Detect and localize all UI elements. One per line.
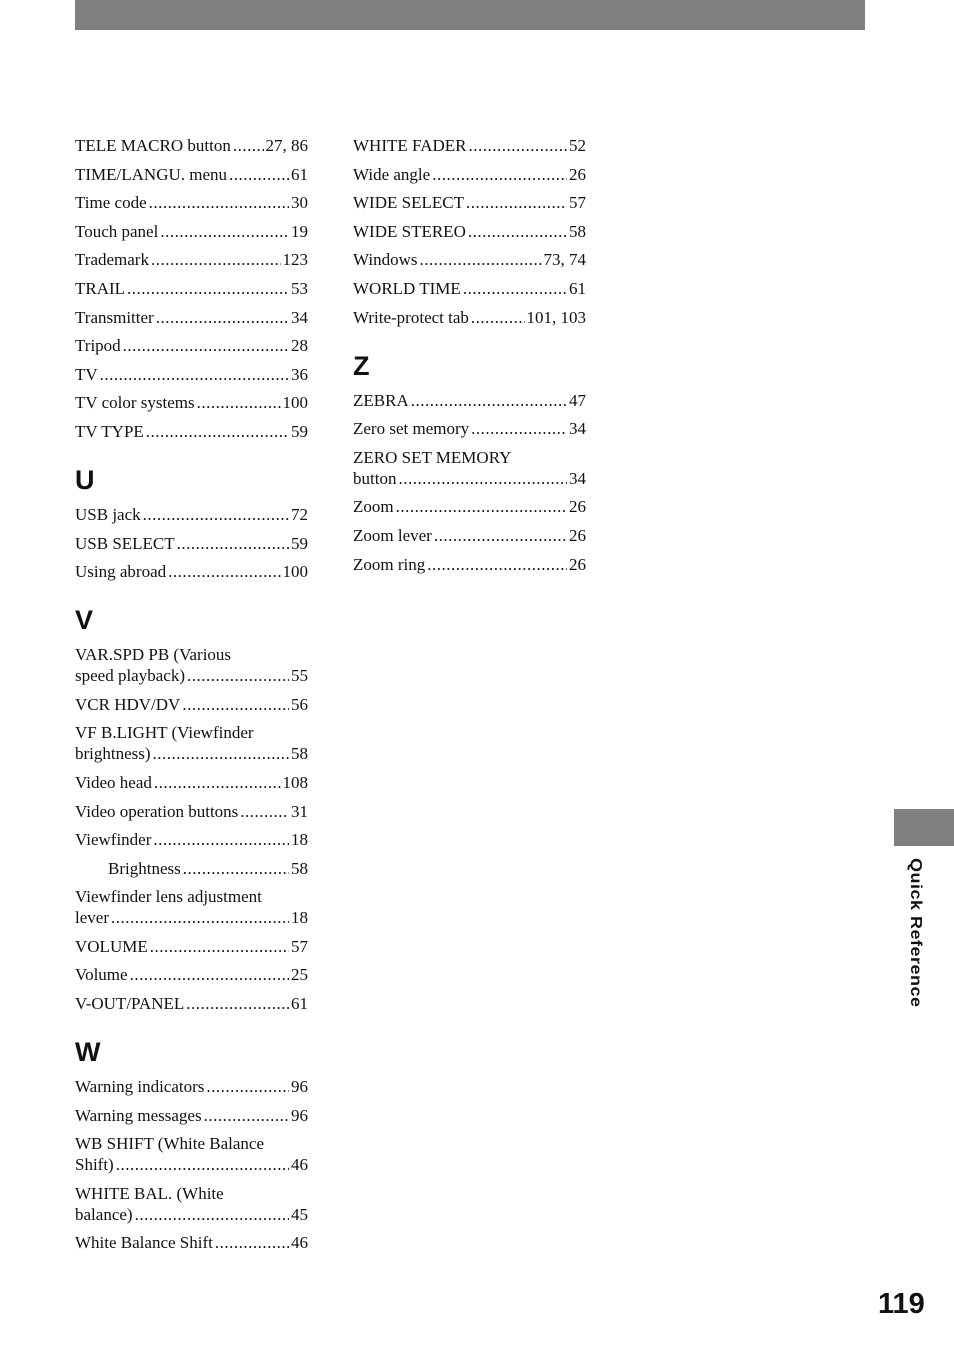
index-entry bbox=[75, 249, 308, 270]
dot-leader bbox=[427, 554, 567, 575]
index-term-first-line: VF B.LIGHT (Viewfinder bbox=[75, 723, 254, 743]
index-term: Write-protect tab bbox=[353, 307, 469, 327]
dot-leader bbox=[183, 858, 289, 879]
index-entry bbox=[75, 364, 308, 385]
index-entry bbox=[75, 307, 308, 328]
index-entry bbox=[75, 722, 308, 764]
dot-leader bbox=[468, 221, 567, 242]
section-letter: U bbox=[75, 464, 95, 495]
dot-leader bbox=[135, 1204, 289, 1225]
index-term: Windows bbox=[353, 250, 418, 270]
dot-leader bbox=[177, 533, 289, 554]
page-reference: 59 bbox=[291, 533, 308, 553]
index-term: VOLUME bbox=[75, 936, 148, 956]
page-reference: 46 bbox=[291, 1233, 308, 1253]
page-reference: 101, 103 bbox=[526, 307, 586, 327]
page-reference: 61 bbox=[291, 994, 308, 1014]
dot-leader bbox=[168, 561, 280, 582]
page-number: 119 bbox=[878, 1288, 925, 1320]
index-entry bbox=[75, 392, 308, 413]
dot-leader bbox=[398, 468, 567, 489]
dot-leader bbox=[233, 135, 264, 156]
index-entry bbox=[353, 447, 586, 489]
dot-leader bbox=[197, 392, 281, 413]
index-term: WORLD TIME bbox=[353, 278, 461, 298]
index-term: WIDE SELECT bbox=[353, 193, 464, 213]
page-reference: 34 bbox=[569, 419, 586, 439]
index-entry bbox=[75, 164, 308, 185]
index-entry bbox=[353, 554, 586, 575]
index-entry bbox=[353, 221, 586, 242]
page-reference: 57 bbox=[291, 936, 308, 956]
page-reference: 45 bbox=[291, 1204, 308, 1224]
page-reference: 57 bbox=[569, 193, 586, 213]
page-reference: 52 bbox=[569, 136, 586, 155]
index-term: lever bbox=[75, 908, 109, 928]
page-reference: 61 bbox=[569, 278, 586, 298]
dot-leader bbox=[149, 192, 289, 213]
index-term: V-OUT/PANEL bbox=[75, 994, 185, 1014]
index-term-first-line: WB SHIFT (White Balance bbox=[75, 1134, 265, 1154]
dot-leader bbox=[154, 772, 281, 793]
dot-leader bbox=[111, 907, 289, 928]
index-term: WIDE STEREO bbox=[353, 221, 466, 241]
index-term: Tripod bbox=[75, 336, 121, 356]
page-reference: 72 bbox=[291, 504, 308, 524]
dot-leader bbox=[160, 221, 289, 242]
page-reference: 108 bbox=[282, 772, 308, 792]
dot-leader bbox=[471, 418, 567, 439]
index-entry bbox=[75, 964, 308, 985]
index-entry bbox=[75, 278, 308, 299]
page-reference: 46 bbox=[291, 1155, 308, 1175]
page-reference: 26 bbox=[569, 497, 586, 517]
index-entry bbox=[75, 135, 308, 156]
page-reference: 26 bbox=[569, 525, 586, 545]
dot-leader bbox=[130, 964, 289, 985]
page-reference: 123 bbox=[282, 250, 308, 270]
index-term: Touch panel bbox=[75, 221, 159, 241]
dot-leader bbox=[123, 335, 289, 356]
index-entry bbox=[75, 644, 308, 686]
page-reference: 100 bbox=[282, 562, 308, 582]
index-entry bbox=[75, 829, 308, 850]
index-entry bbox=[75, 533, 308, 554]
dot-leader bbox=[432, 164, 567, 185]
index-entry bbox=[75, 221, 308, 242]
dot-leader bbox=[215, 1232, 289, 1253]
index-term-second-line bbox=[75, 1204, 308, 1225]
dot-leader bbox=[151, 249, 281, 270]
index-term: Warning messages bbox=[75, 1105, 202, 1125]
index-term: WHITE FADER bbox=[353, 136, 467, 155]
index-term: Transmitter bbox=[75, 307, 154, 327]
dot-leader bbox=[116, 1154, 289, 1175]
index-term: Wide angle bbox=[353, 164, 431, 184]
index-term: VCR HDV/DV bbox=[75, 694, 181, 714]
index-term: Video operation buttons bbox=[75, 801, 239, 821]
index-term: Zero set memory bbox=[353, 419, 470, 439]
index-entry bbox=[353, 135, 586, 156]
dot-leader bbox=[419, 249, 541, 270]
page-reference: 55 bbox=[291, 666, 308, 686]
index-term: ZEBRA bbox=[353, 390, 409, 410]
index-column-2 bbox=[353, 135, 586, 582]
page-reference: 18 bbox=[291, 830, 308, 850]
index-term: TV TYPE bbox=[75, 421, 144, 441]
section-letter: W bbox=[75, 1037, 101, 1068]
page-reference: 59 bbox=[291, 421, 308, 441]
index-term-second-line bbox=[75, 907, 308, 928]
index-entry bbox=[75, 1133, 308, 1175]
index-term-first-line: VAR.SPD PB (Various bbox=[75, 645, 232, 665]
section-letter: Z bbox=[353, 350, 370, 381]
index-term-second-line bbox=[75, 665, 308, 686]
dot-leader bbox=[146, 421, 289, 442]
page-reference: 19 bbox=[291, 221, 308, 241]
index-entry bbox=[353, 192, 586, 213]
dot-leader bbox=[240, 801, 289, 822]
index-term: Viewfinder bbox=[75, 830, 152, 850]
dot-leader bbox=[471, 307, 525, 328]
dot-leader bbox=[187, 665, 289, 686]
dot-leader bbox=[143, 504, 289, 525]
index-term: TELE MACRO button bbox=[75, 136, 231, 155]
index-entry bbox=[75, 561, 308, 582]
dot-leader bbox=[466, 192, 567, 213]
index-term: Zoom lever bbox=[353, 525, 432, 545]
index-term: Volume bbox=[75, 965, 128, 985]
index-term: brightness) bbox=[75, 744, 151, 764]
index-entry bbox=[75, 936, 308, 957]
page-reference: 25 bbox=[291, 965, 308, 985]
index-entry bbox=[353, 278, 586, 299]
page-reference: 34 bbox=[569, 468, 586, 488]
index-entry bbox=[75, 1076, 308, 1097]
dot-leader bbox=[468, 135, 567, 156]
index-entry bbox=[75, 1232, 308, 1253]
header-bar bbox=[75, 0, 865, 30]
side-tab-label: Quick Reference bbox=[907, 858, 925, 1008]
dot-leader bbox=[229, 164, 289, 185]
dot-leader bbox=[153, 743, 289, 764]
index-entry bbox=[75, 1183, 308, 1225]
dot-leader bbox=[182, 694, 289, 715]
index-term: speed playback) bbox=[75, 666, 185, 686]
index-term: White Balance Shift bbox=[75, 1233, 213, 1253]
index-entry bbox=[75, 694, 308, 715]
index-entry bbox=[75, 993, 308, 1014]
index-term: TV color systems bbox=[75, 393, 195, 413]
page-reference: 34 bbox=[291, 307, 308, 327]
page-reference: 18 bbox=[291, 908, 308, 928]
page-reference: 26 bbox=[569, 164, 586, 184]
index-entry bbox=[75, 886, 308, 928]
index-term: Using abroad bbox=[75, 562, 167, 582]
index-entry bbox=[353, 307, 586, 328]
index-term-second-line bbox=[75, 743, 308, 764]
page-reference: 31 bbox=[291, 801, 308, 821]
page-reference: 58 bbox=[291, 744, 308, 764]
dot-leader bbox=[186, 993, 289, 1014]
page-reference: 58 bbox=[569, 221, 586, 241]
page-reference: 96 bbox=[291, 1077, 308, 1097]
dot-leader bbox=[100, 364, 289, 385]
index-term: Video head bbox=[75, 772, 152, 792]
dot-leader bbox=[127, 278, 289, 299]
index-term: TV bbox=[75, 364, 98, 384]
index-term: Zoom ring bbox=[353, 554, 426, 574]
index-term-second-line bbox=[75, 1154, 308, 1175]
page-reference: 28 bbox=[291, 336, 308, 356]
index-entry bbox=[353, 390, 586, 411]
page-reference: 100 bbox=[282, 393, 308, 413]
index-term: Zoom bbox=[353, 497, 394, 517]
index-term: Shift) bbox=[75, 1155, 114, 1175]
dot-leader bbox=[396, 496, 567, 517]
page-reference: 36 bbox=[291, 364, 308, 384]
side-tab bbox=[894, 809, 954, 846]
index-term: Time code bbox=[75, 193, 147, 213]
index-term: USB SELECT bbox=[75, 533, 175, 553]
index-entry bbox=[353, 249, 586, 270]
index-entry bbox=[75, 772, 308, 793]
index-term-first-line: Viewfinder lens adjustment bbox=[75, 887, 262, 907]
dot-leader bbox=[150, 936, 289, 957]
index-entry bbox=[353, 496, 586, 517]
index-entry bbox=[75, 504, 308, 525]
index-term: balance) bbox=[75, 1204, 133, 1224]
dot-leader bbox=[434, 525, 567, 546]
index-term: TRAIL bbox=[75, 278, 126, 298]
index-entry bbox=[75, 1105, 308, 1126]
dot-leader bbox=[156, 307, 289, 328]
index-term-first-line: WHITE BAL. (White bbox=[75, 1183, 224, 1203]
page-reference: 61 bbox=[291, 164, 308, 184]
page-reference: 26 bbox=[569, 554, 586, 574]
index-term: TIME/LANGU. menu bbox=[75, 164, 228, 184]
index-entry bbox=[75, 421, 308, 442]
index-column-1 bbox=[75, 135, 308, 1261]
dot-leader bbox=[206, 1076, 289, 1097]
index-entry bbox=[75, 858, 308, 879]
dot-leader bbox=[204, 1105, 289, 1126]
index-term: Warning indicators bbox=[75, 1077, 205, 1097]
page-reference: 56 bbox=[291, 694, 308, 714]
index-term: Brightness bbox=[108, 858, 181, 878]
page-reference: 73, 74 bbox=[543, 250, 586, 270]
index-term: button bbox=[353, 468, 397, 488]
page-reference: 96 bbox=[291, 1105, 308, 1125]
index-term-first-line: ZERO SET MEMORY bbox=[353, 447, 512, 467]
dot-leader bbox=[463, 278, 567, 299]
index-term: Trademark bbox=[75, 250, 149, 270]
index-term-second-line bbox=[353, 468, 586, 489]
page-reference: 47 bbox=[569, 390, 586, 410]
page-reference: 27, 86 bbox=[265, 136, 308, 155]
index-entry bbox=[353, 525, 586, 546]
page-reference: 53 bbox=[291, 278, 308, 298]
index-entry bbox=[75, 192, 308, 213]
page-reference: 30 bbox=[291, 193, 308, 213]
index-entry bbox=[75, 335, 308, 356]
section-letter: V bbox=[75, 605, 94, 636]
index-entry bbox=[75, 801, 308, 822]
dot-leader bbox=[411, 390, 567, 411]
index-term: USB jack bbox=[75, 504, 141, 524]
index-entry bbox=[353, 164, 586, 185]
page-reference: 58 bbox=[291, 858, 308, 878]
dot-leader bbox=[153, 829, 289, 850]
index-entry bbox=[353, 418, 586, 439]
